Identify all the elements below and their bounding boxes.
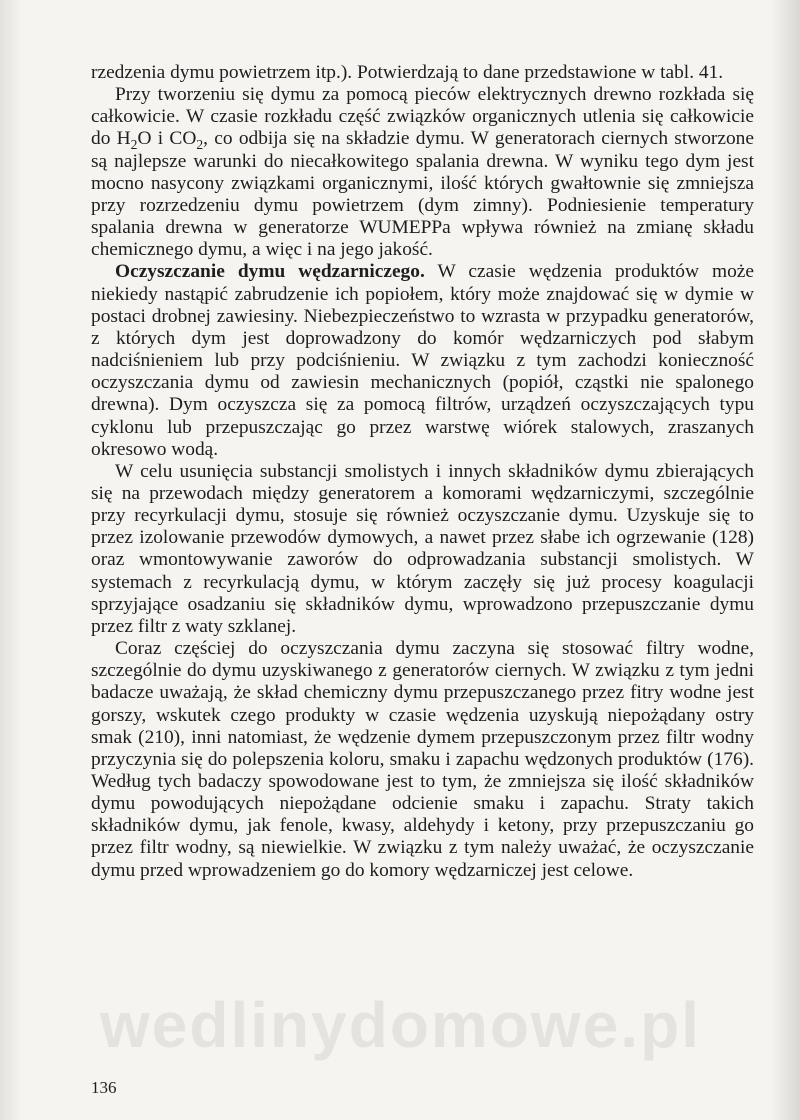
paragraph-continued: rzedzenia dymu powietrzem itp.). Potwierdzają to dane przedstawione w tabl. 41. [91,62,724,83]
subscript: 2 [130,137,138,153]
paragraph-text: W czasie wędzenia produktów może niekiedy nastąpić zabrudzenie ich popiołem, który może znajdować się w dymie w postaci drobnej zawiesiny. Niebezpieczeństwo to wzrasta w przypadku generatorów, z których dym jest doprowadzony do komór wędzarniczych pod słabym nadciśnieniem lub przy podciśnieniu. W związku z tym zachodzi konieczność oczyszczania dymu od zawiesin mechanicznych (popiół, cząstki nie spalonego drewna). Dym oczyszcza się za pomocą filtrów, urządzeń oczyszczających typu cyklonu lub przepuszczając go przez warstwę wiórek stalowych, zraszanych okresowo wodą. [91,261,754,460]
paragraph-water-filters: Coraz częściej do oczyszczania dymu zaczyna się stosować filtry wodne, szczególnie do dymu uzyskiwanego z generatorów ciernych. W związku z tym jedni badacze uważają, że skład chemiczny dymu przepuszczanego przez fitry wodne jest gorszy, wskutek czego produkty w czasie wędzenia uzyskują niepożądany ostry smak (210), inni natomiast, że wędzenie dymem przepuszczonym przez filtr wodny przyczynia się do polepszenia koloru, smaku i zapachu wędzonych produktów (176). Według tych badaczy spowodowane jest to tym, że zmniejsza się ilość składników dymu powodujących niepożądane odcienie smaku i zapachu. Straty takich składników dymu, jak fenole, kwasy, aldehydy i ketony, przy przepuszczaniu go przez filtr wodny, są niewielkie. W związku z tym należy uważać, że oczyszczanie dymu przed wprowadzeniem go do komory wędzarniczej jest celowe. [91,638,754,881]
page-number: 136 [91,1078,117,1097]
paragraph-text: , co odbija się na składzie dymu. W generatorach ciernych stworzone są najlepsze warunki do niecałkowitego spalania drewna. W wyniku tego dym jest mocno nasycony związkami organicznymi, ilość których gwałtownie się zmniejsza przy rozrzedzeniu dymu powietrzem (dym zimny). Podniesienie temperatury spalania drewna w generatorze WUMEPPa wpływa również na zmianę składu chemicznego dymu, a więc i na jego jakość. [91,128,754,261]
subscript: 2 [196,137,204,153]
paragraph-smoke-formation [91,84,754,261]
paragraph-tar-removal: W celu usunięcia substancji smolistych i innych składników dymu zbierających się na przewodach między generatorem a komorami wędzarniczymi, szczególnie przy recyrkulacji dymu, stosuje się również oczyszczanie dymu. Uzyskuje się to przez izolowanie przewodów dymowych, a nawet przez słabe ich ogrzewanie (128) oraz wmontowywanie zaworów do odprowadzania substancji smolistych. W systemach z recyrkulacją dymu, w którym zaczęły się już procesy koagulacji sprzyjające osadzaniu się składników dymu, wprowadzono przepuszczanie dymu przez filtr z waty szklanej. [91,460,754,637]
watermark: wedlinydomowe.pl [100,989,701,1061]
section-heading: Oczyszczanie dymu wędzarniczego. [115,261,425,283]
body-text [91,62,754,882]
paragraph-text: O i CO [137,128,197,150]
paragraph-text: Przy tworzeniu się dymu za pomocą pieców elektrycznych drewno rozkłada się całkowicie. W czasie rozkładu część związków organicznych utlenia się całkowicie do H [91,84,754,150]
paragraph-smoke-cleaning [91,261,754,460]
